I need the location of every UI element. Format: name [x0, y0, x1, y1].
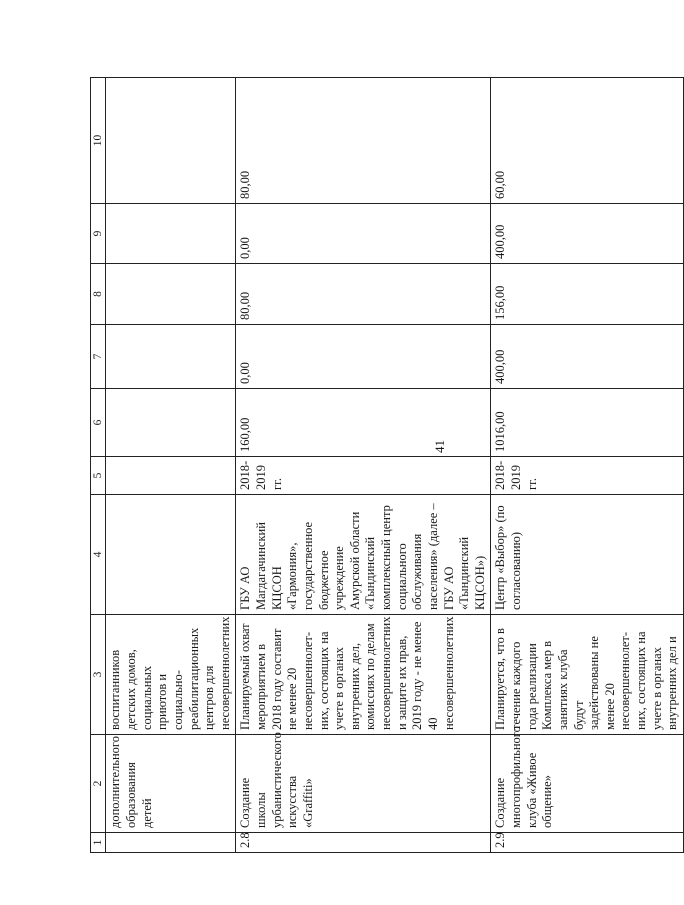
- header-cell: 5: [91, 457, 106, 495]
- measure-name-cell: дополнительного образования детей: [106, 735, 236, 833]
- measure-name-cell: Создание школы урбанистического искусства «Graffiti»: [236, 735, 491, 833]
- table-row: [491, 78, 684, 853]
- expected-result-cell: Планируется, что в течение каждого года реализации Комплекса мер в занятиях клуба будут задействованы не менее 20 несовершеннолет-них, состоящих на учете в органах внутренних дел и: [491, 615, 684, 735]
- amount-cell: [106, 325, 236, 389]
- amount-cell: 400,00: [491, 204, 684, 264]
- table-row: [106, 78, 236, 853]
- amount-cell: 160,00: [236, 389, 491, 457]
- table-row: [236, 78, 491, 853]
- header-cell: 7: [91, 325, 106, 389]
- row-number-cell: 2.9: [491, 833, 684, 853]
- header-cell: 10: [91, 78, 106, 204]
- table-header-row: [91, 78, 106, 853]
- period-cell: 2018-2019 гг.: [236, 457, 491, 495]
- amount-cell: 0,00: [236, 325, 491, 389]
- header-cell: 6: [91, 389, 106, 457]
- header-cell: 3: [91, 615, 106, 735]
- period-cell: [106, 457, 236, 495]
- amount-cell: 1016,00: [491, 389, 684, 457]
- row-number-cell: [106, 833, 236, 853]
- amount-cell: [106, 389, 236, 457]
- header-cell: 4: [91, 495, 106, 615]
- amount-cell: 0,00: [236, 204, 491, 264]
- header-cell: 9: [91, 204, 106, 264]
- amount-cell: 156,00: [491, 264, 684, 325]
- amount-cell: 400,00: [491, 325, 684, 389]
- header-cell: 2: [91, 735, 106, 833]
- row-number-cell: 2.8: [236, 833, 491, 853]
- period-cell: 2018-2019 гг.: [491, 457, 684, 495]
- page-number: 41: [432, 440, 447, 453]
- header-cell: 8: [91, 264, 106, 325]
- measures-table: [90, 77, 684, 853]
- responsible-cell: [106, 495, 236, 615]
- amount-cell: 80,00: [236, 264, 491, 325]
- expected-result-cell: воспитанников детских домов, социальных приютов и социально-реабилитационных центров для несовершеннолетних: [106, 615, 236, 735]
- amount-cell: [106, 264, 236, 325]
- amount-cell: 60,00: [491, 78, 684, 204]
- expected-result-cell: Планируемый охват мероприятием в 2018 году составит не менее 20 несовершеннолет-них, состоящих на учете в органах внутренних дел, комиссиях по делам несовершеннолетних и защите их прав, 2019 году - не менее 40 несовершеннолетних: [236, 615, 491, 735]
- responsible-cell: ГБУ АО Магдагачинский КЦСОН «Гармония», государственное бюджетное учреждение Амурской области «Тындинский комплексный центр социального обслуживания населения» (далее – ГБУ АО «Тындинский КЦСОН»): [236, 495, 491, 615]
- measure-name-cell: Создание многопрофильного клуба «Живое общение»: [491, 735, 684, 833]
- responsible-cell: Центр «Выбор» (по согласованию): [491, 495, 684, 615]
- rotated-table-container: [90, 78, 680, 853]
- amount-cell: [106, 78, 236, 204]
- header-cell: 1: [91, 833, 106, 853]
- amount-cell: 80,00: [236, 78, 491, 204]
- amount-cell: [106, 204, 236, 264]
